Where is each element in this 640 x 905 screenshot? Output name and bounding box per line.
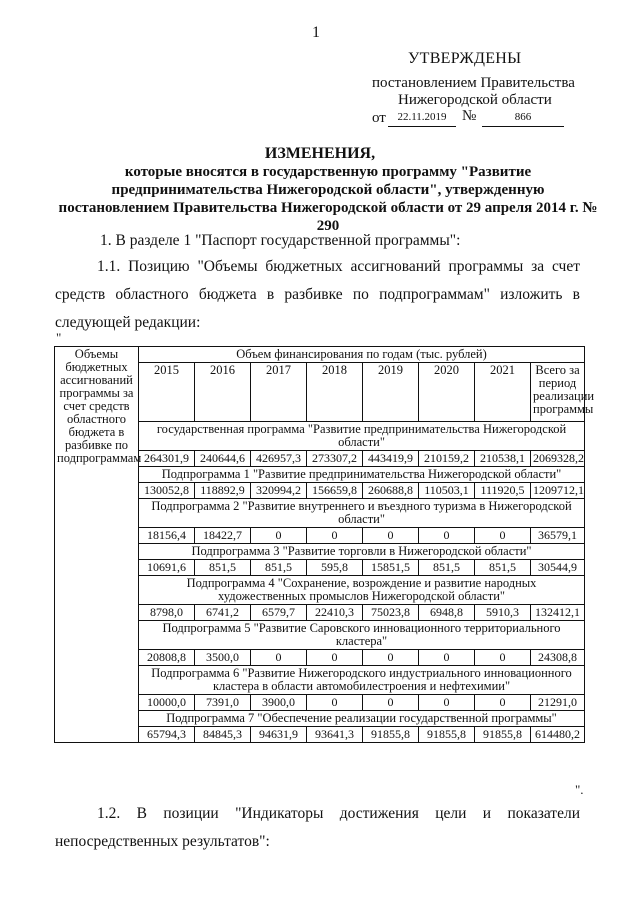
approved-region: Нижегородской области xyxy=(398,92,552,108)
value-cell: 132412,1 xyxy=(531,605,585,621)
value-cell: 595,8 xyxy=(307,560,363,576)
value-cell: 130052,8 xyxy=(139,483,195,499)
value-cell: 93641,3 xyxy=(307,727,363,743)
value-cell: 75023,8 xyxy=(363,605,419,621)
value-cell: 156659,8 xyxy=(307,483,363,499)
approved-by: постановлением Правительства xyxy=(372,75,575,91)
year-header-cell: 2017 xyxy=(251,363,307,422)
value-cell: 260688,8 xyxy=(363,483,419,499)
value-cell: 0 xyxy=(419,695,475,711)
value-cell: 36579,1 xyxy=(531,528,585,544)
value-cell: 30544,9 xyxy=(531,560,585,576)
value-cell: 210159,2 xyxy=(419,451,475,467)
value-cell: 0 xyxy=(307,695,363,711)
value-cell: 264301,9 xyxy=(139,451,195,467)
value-cell: 1209712,1 xyxy=(531,483,585,499)
value-cell: 3900,0 xyxy=(251,695,307,711)
document-title: ИЗМЕНЕНИЯ, xyxy=(264,145,376,162)
value-cell: 22410,3 xyxy=(307,605,363,621)
value-cell: 0 xyxy=(251,528,307,544)
value-cell: 7391,0 xyxy=(195,695,251,711)
value-cell: 0 xyxy=(475,695,531,711)
paragraph-1-2: 1.2. В позиции "Индикаторы достижения цели и показатели непосредственных результатов": xyxy=(55,805,580,850)
section-title: Подпрограмма 3 "Развитие торговли в Нижегородской области" xyxy=(139,544,585,560)
value-cell: 0 xyxy=(419,528,475,544)
value-cell: 0 xyxy=(307,650,363,666)
value-cell: 110503,1 xyxy=(419,483,475,499)
value-cell: 8798,0 xyxy=(139,605,195,621)
section-title: государственная программа "Развитие предпринимательства Нижегородской области" xyxy=(139,422,585,451)
value-cell: 6741,2 xyxy=(195,605,251,621)
value-cell: 91855,8 xyxy=(419,727,475,743)
section-title: Подпрограмма 5 "Развитие Саровского инновационного территориального кластера" xyxy=(139,621,585,650)
value-cell: 0 xyxy=(475,528,531,544)
value-cell: 18422,7 xyxy=(195,528,251,544)
value-cell: 91855,8 xyxy=(363,727,419,743)
value-cell: 6948,8 xyxy=(419,605,475,621)
section-title: Подпрограмма 1 "Развитие предпринимательства Нижегородской области" xyxy=(139,467,585,483)
approval-date: 22.11.2019 xyxy=(388,110,456,127)
funding-table xyxy=(54,346,595,743)
value-cell: 118892,9 xyxy=(195,483,251,499)
value-cell: 21291,0 xyxy=(531,695,585,711)
value-cell: 273307,2 xyxy=(307,451,363,467)
value-cell: 111920,5 xyxy=(475,483,531,499)
year-header-cell: 2019 xyxy=(363,363,419,422)
value-cell: 614480,2 xyxy=(531,727,585,743)
quote-open: " xyxy=(56,330,62,345)
number-sign: № xyxy=(462,108,477,124)
value-cell: 20808,8 xyxy=(139,650,195,666)
year-header-cell: 2021 xyxy=(475,363,531,422)
section-title: Подпрограмма 6 "Развитие Нижегородского индустриального инновационного кластера в области автомобилестроения и нефтехимии" xyxy=(139,666,585,695)
value-cell: 18156,4 xyxy=(139,528,195,544)
approved-label: УТВЕРЖДЕНЫ xyxy=(408,50,522,67)
year-header-cell: 2018 xyxy=(307,363,363,422)
value-cell: 0 xyxy=(475,650,531,666)
value-cell: 65794,3 xyxy=(139,727,195,743)
value-cell: 426957,3 xyxy=(251,451,307,467)
approval-number: 866 xyxy=(482,110,564,127)
value-cell: 851,5 xyxy=(195,560,251,576)
from-label: от xyxy=(372,110,386,126)
section-title: Подпрограмма 7 "Обеспечение реализации государственной программы" xyxy=(139,711,585,727)
value-cell: 0 xyxy=(419,650,475,666)
value-cell: 10000,0 xyxy=(139,695,195,711)
value-cell: 6579,7 xyxy=(251,605,307,621)
value-cell: 0 xyxy=(363,650,419,666)
value-cell: 15851,5 xyxy=(363,560,419,576)
value-cell: 2069328,2 xyxy=(531,451,585,467)
paragraph-1-1: 1.1. Позицию "Объемы бюджетных ассигнований программы за счет средств областного бюджета в разбивке по подпрограммам" изложить в следующей редакции: xyxy=(55,258,580,331)
year-header-cell: 2020 xyxy=(419,363,475,422)
value-cell: 5910,3 xyxy=(475,605,531,621)
page-number: 1 xyxy=(312,24,320,41)
section-title: Подпрограмма 4 "Сохранение, возрождение и развитие народных художественных промыслов Нижегородской области" xyxy=(139,576,585,605)
value-cell: 94631,9 xyxy=(251,727,307,743)
value-cell: 24308,8 xyxy=(531,650,585,666)
value-cell: 84845,3 xyxy=(195,727,251,743)
value-cell: 0 xyxy=(251,650,307,666)
year-header-cell: 2016 xyxy=(195,363,251,422)
value-cell: 0 xyxy=(363,528,419,544)
value-cell: 851,5 xyxy=(419,560,475,576)
value-cell: 443419,9 xyxy=(363,451,419,467)
value-cell: 3500,0 xyxy=(195,650,251,666)
year-header-cell: 2015 xyxy=(139,363,195,422)
value-cell: 320994,2 xyxy=(251,483,307,499)
value-cell: 851,5 xyxy=(251,560,307,576)
value-cell: 851,5 xyxy=(475,560,531,576)
value-cell: 91855,8 xyxy=(475,727,531,743)
value-cell: 210538,1 xyxy=(475,451,531,467)
value-cell: 240644,6 xyxy=(195,451,251,467)
value-cell: 0 xyxy=(363,695,419,711)
quote-close: ". xyxy=(575,782,584,797)
document-subtitle: которые вносятся в государственную программу "Развитие предпринимательства Нижегородской области", утвержденную постановлением Правительства Нижегородской области от 29 апреля 2014 г. № 290 xyxy=(58,164,598,234)
year-header-cell: Всего за период реализации программы xyxy=(531,363,585,422)
value-cell: 0 xyxy=(307,528,363,544)
funding-header: Объем финансирования по годам (тыс. рублей) xyxy=(139,347,585,363)
paragraph-1: 1. В разделе 1 "Паспорт государственной программы": xyxy=(100,232,461,249)
section-title: Подпрограмма 2 "Развитие внутреннего и въездного туризма в Нижегородской области" xyxy=(139,499,585,528)
row-header: Объемы бюджетных ассигнований программы за счет средств областного бюджета в разбивке по подпрограммам xyxy=(55,347,139,743)
value-cell: 10691,6 xyxy=(139,560,195,576)
